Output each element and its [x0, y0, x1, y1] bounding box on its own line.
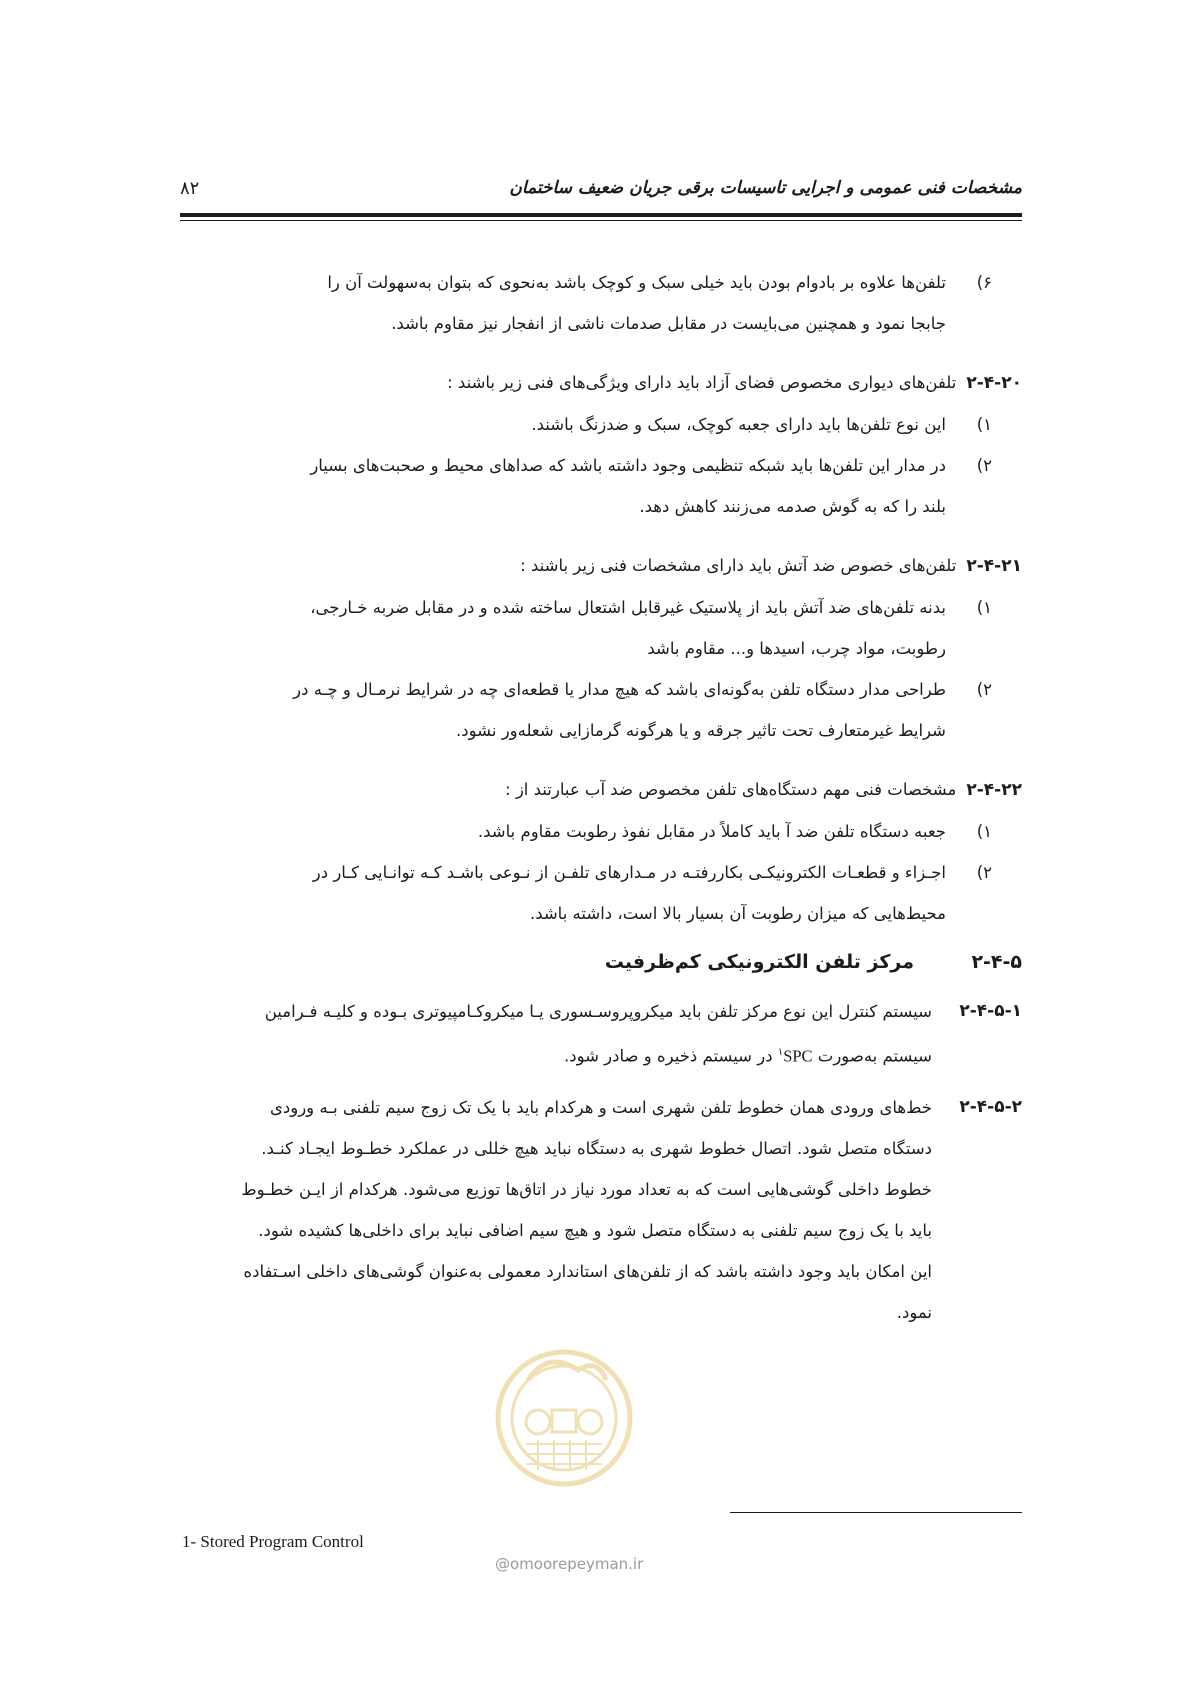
subsection-2-4-5-2: [180, 1087, 1022, 1333]
list-item: [180, 445, 1022, 527]
page-header: [180, 178, 1022, 208]
text-line: طراحی مدار دستگاه تلفن به‌گونه‌ای باشد که هیچ مدار یا قطعه‌ای چه در شرایط نرمـال و چـه در: [293, 680, 946, 699]
item-number: ۲): [976, 863, 992, 882]
text-line: سیستم کنترل این نوع مرکز تلفن باید میکروپروسـسوری یـا میکروکـامپیوتری بـوده و کلیـه فـرامین: [264, 1002, 932, 1021]
text-line: خط‌های ورودی همان خطوط تلفن شهری است و هرکدام باید با یک تک زوج سیم تلفنی بـه ورودی: [269, 1097, 932, 1117]
text-line: [180, 1032, 932, 1077]
text-line: شرایط غیرمتعارف تحت تاثیر جرقه و یا هرگونه گرمازایی شعله‌ور نشود.: [456, 721, 946, 740]
item-number: ۲): [976, 680, 992, 699]
text-line: بلند را که به گوش صدمه می‌زنند کاهش دهد.: [639, 497, 946, 516]
item-number: ۱): [976, 822, 992, 841]
item-number: ۱): [976, 415, 992, 434]
text-line: خطوط داخلی گوشی‌هایی است که به تعداد مورد نیاز در اتاق‌ها توزیع می‌شود. هرکدام از ایـن خطـوط: [241, 1179, 932, 1199]
text-line: این نوع تلفن‌ها باید دارای جعبه کوچک، سبک و ضدزنگ باشند.: [531, 415, 946, 434]
watermark-url: @omoorepeyman.ir: [495, 1555, 644, 1573]
section-number: ۲-۴-۲۱: [966, 556, 1022, 576]
watermark-seal-icon: [488, 1340, 640, 1490]
list-item: [180, 262, 1022, 344]
section-number: ۲-۴-۲۰: [966, 373, 1022, 393]
text-line: این امکان باید وجود داشته باشد که از تلفن‌های استاندارد معمولی به‌عنوان گوشی‌های داخلی اسـتفاده: [243, 1261, 932, 1281]
header-rule-thick: [180, 213, 1022, 217]
item-number: ۱): [976, 598, 992, 617]
list-item: [180, 404, 1022, 445]
section-title: تلفن‌های دیواری مخصوص فضای آزاد باید دارای ویژگی‌های فنی زیر باشند :: [447, 373, 957, 392]
header-rule-thin: [180, 220, 1022, 221]
list-item: [180, 852, 1022, 934]
text-line: بدنه تلفن‌های ضد آتش باید از پلاستیک غیرقابل اشتعال ساخته شده و در مقابل ضربه خـارجی،: [310, 598, 946, 617]
header-title: مشخصات فنی عمومی و اجرایی تاسیسات برقی جریان ضعیف ساختمان: [509, 178, 1022, 198]
text-line: محیط‌هایی که میزان رطوبت آن بسیار بالا است، داشته باشد.: [529, 904, 946, 923]
footnote: 1- Stored Program Control: [182, 1532, 364, 1551]
text-line: جعبه دستگاه تلفن ضد آ باید کاملاً در مقابل نفوذ رطوبت مقاوم باشد.: [477, 822, 946, 841]
subsection-number: ۲-۴-۵-۱: [959, 1001, 1022, 1021]
text-line: در مدار این تلفن‌ها باید شبکه تنظیمی وجود داشته باشد که صداهای محیط و صحبت‌های بسیار: [310, 456, 946, 475]
section-number: ۲-۴-۲۲: [966, 780, 1022, 800]
section-2-4-22: [180, 769, 1022, 934]
section-2-4-21: [180, 545, 1022, 751]
footnote-rule: [730, 1512, 1022, 1513]
footnote-marker: ۱: [777, 1047, 784, 1058]
heading-title: مرکز تلفن الکترونیکی کم‌ظرفیت: [604, 951, 914, 973]
section-2-4-20: [180, 362, 1022, 527]
text-line: نمود.: [896, 1302, 932, 1322]
page-number: ۸۲: [180, 178, 200, 199]
term-spc: SPC: [783, 1046, 813, 1066]
text-line: تلفن‌ها علاوه بر بادوام بودن باید خیلی سبک و کوچک باشد به‌نحوی که بتوان به‌سهولت آن را: [327, 273, 946, 292]
list-item: [180, 669, 1022, 751]
list-item: [180, 811, 1022, 852]
section-heading: [180, 942, 1022, 983]
subsection-number: ۲-۴-۵-۲: [959, 1096, 1022, 1117]
heading-number: ۲-۴-۵: [971, 951, 1022, 973]
text-line: جابجا نمود و همچنین می‌بایست در مقابل صدمات ناشی از انفجار نیز مقاوم باشد.: [391, 314, 946, 333]
text-line: باید با یک زوج سیم تلفنی به دستگاه متصل شود و هیچ سیم اضافی نباید برای داخلی‌ها کشیده شود.: [258, 1220, 932, 1240]
text-segment: در سیستم ذخیره و صادر شود.: [564, 1046, 773, 1066]
text-line: اجـزاء و قطعـات الکترونیکـی بکاررفتـه در مـدارهای تلفـن از نـوعی باشـد کـه توانـایی کـار در: [312, 863, 946, 882]
subsection-2-4-5-1: [180, 991, 1022, 1077]
list-item: [180, 587, 1022, 669]
text-line: رطوبت، مواد چرب، اسیدها و... مقاوم باشد: [647, 639, 946, 658]
document-body: [180, 262, 1022, 1333]
item-number: ۶): [976, 273, 992, 292]
text-segment: سیستم به‌صورت: [817, 1046, 932, 1066]
text-line: دستگاه متصل شود. اتصال خطوط شهری به دستگاه نباید هیچ خللی در عملکرد خطـوط ایجـاد کنـد.: [261, 1138, 932, 1158]
item-number: ۲): [976, 456, 992, 475]
section-title: مشخصات فنی مهم دستگاه‌های تلفن مخصوص ضد آب عبارتند از :: [505, 780, 957, 799]
section-title: تلفن‌های خصوص ضد آتش باید دارای مشخصات فنی زیر باشند :: [520, 556, 957, 575]
